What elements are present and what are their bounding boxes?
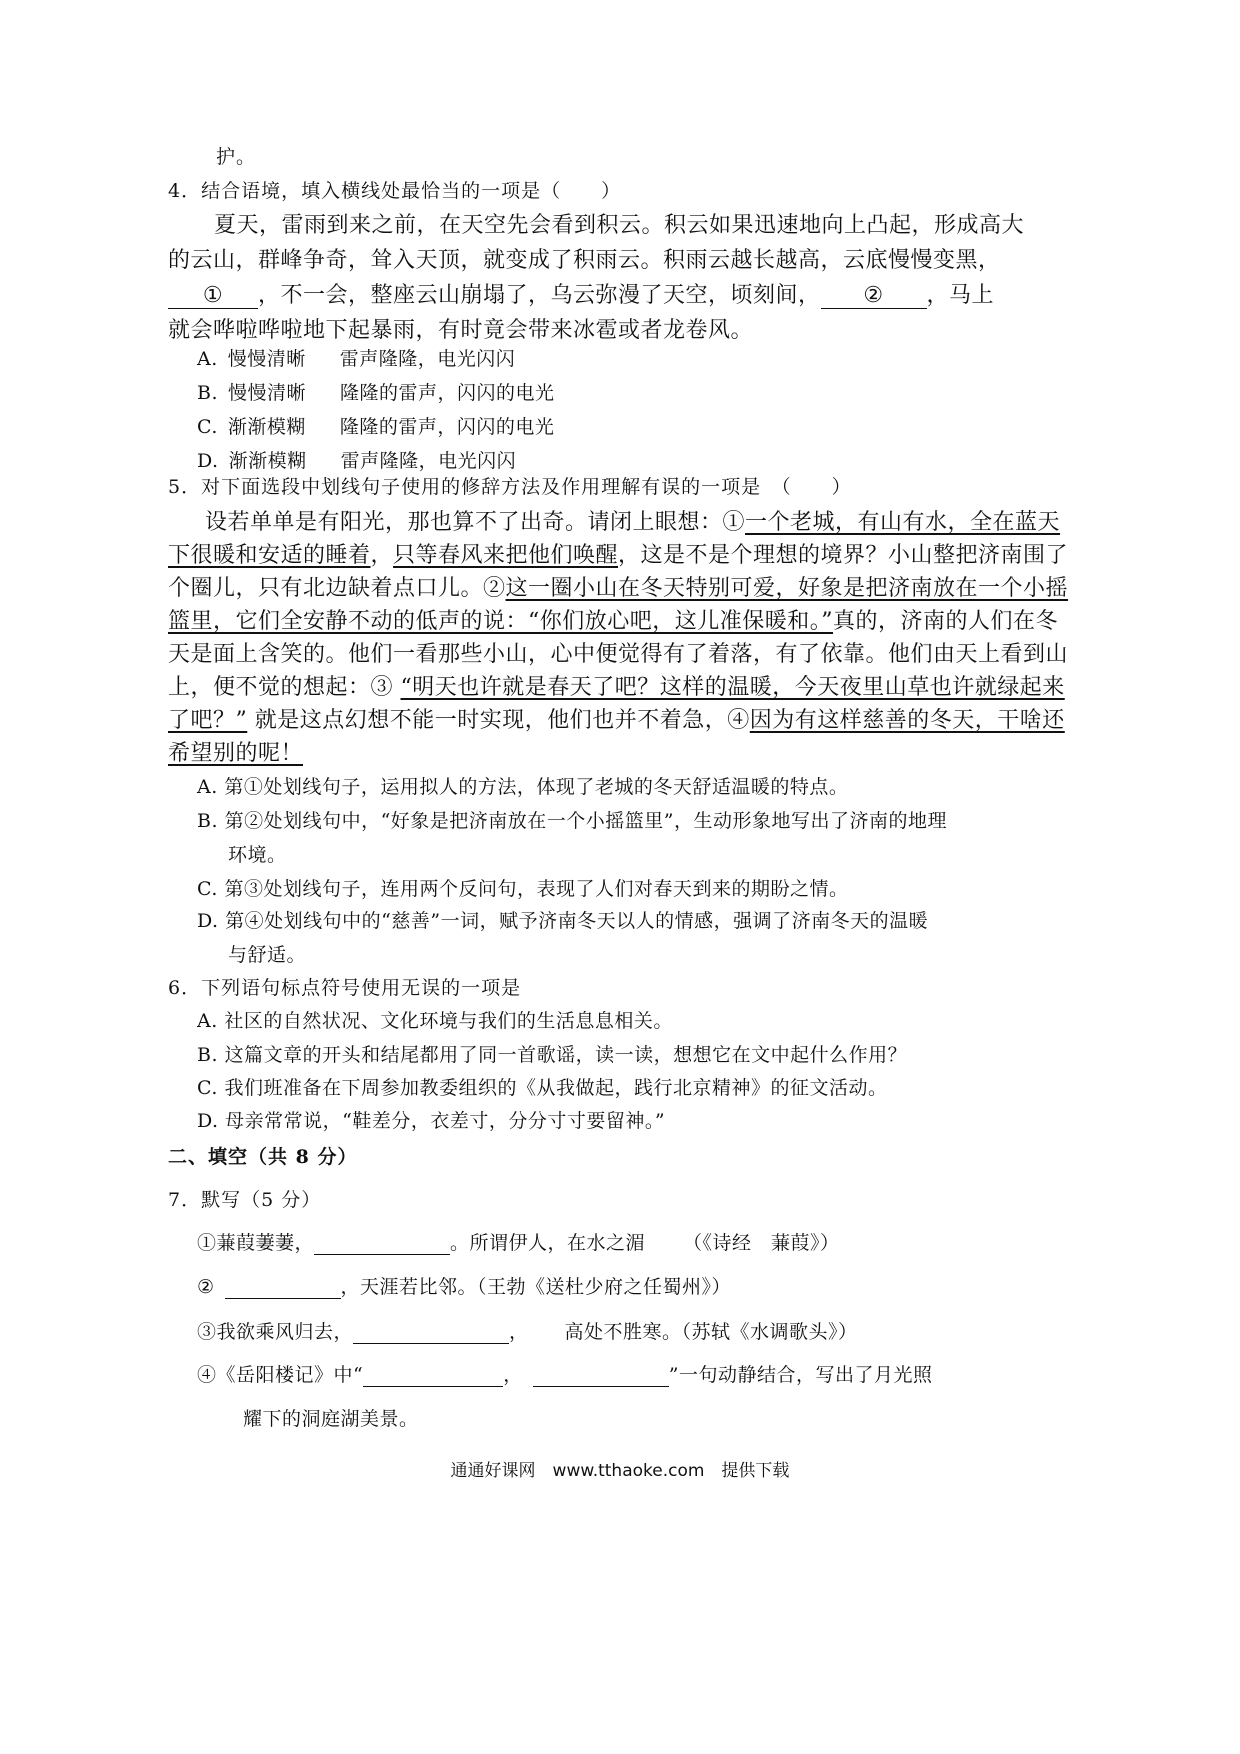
- item-source: （《诗经 蒹葭》）: [683, 1232, 840, 1254]
- option-letter: B.: [197, 1044, 219, 1066]
- question-6-stem: 6．下列语句标点符号使用无误的一项是: [168, 977, 522, 999]
- q7-item-continuation: 耀下的洞庭湖美景。: [243, 1408, 419, 1430]
- dictation-blank: [353, 1321, 509, 1344]
- passage-text: ，: [370, 543, 394, 568]
- option-letter: A.: [197, 1010, 218, 1032]
- item-text: 高处不胜寒。（苏轼《水调歌头》）: [564, 1321, 858, 1343]
- item-text: ④《岳阳楼记》中“: [197, 1364, 364, 1386]
- q4-blank-1: ①: [168, 283, 258, 309]
- option-text: 母亲常常说，“鞋差分，衣差寸，分分寸寸要留神。”: [225, 1110, 666, 1132]
- underlined-sentence-2: 篮里，它们全安静不动的低声的说：“你们放心吧，这儿准保暖和。”: [168, 609, 833, 634]
- option-text: 第②处划线句中，“好象是把济南放在一个小摇篮里”，生动形象地写出了济南的地理: [224, 810, 947, 832]
- underlined-sentence-1: 一个老城，有山有水，全在蓝天: [745, 510, 1061, 535]
- dictation-blank: [314, 1232, 450, 1255]
- passage-text: 个圈儿，只有北边缺着点口儿。②: [168, 576, 506, 601]
- q5-passage-line: [205, 505, 1060, 536]
- option-part-b: 隆隆的雷声，闪闪的电光: [339, 416, 555, 438]
- option-text: 第③处划线句子，连用两个反问句，表现了人们对春天到来的期盼之情。: [224, 878, 849, 900]
- option-part-b: 雷声隆隆，电光闪闪: [339, 348, 516, 370]
- q4-passage-line: 就会哗啦哗啦地下起暴雨，有时竟会带来冰雹或者龙卷风。: [168, 318, 754, 343]
- q4-passage-text: ，不一会，整座云山崩塌了，乌云弥漫了天空，顷刻间，: [258, 283, 821, 308]
- option-text: 我们班准备在下周参加教委组织的《从我做起，践行北京精神》的征文活动。: [224, 1077, 888, 1099]
- item-text: ，: [509, 1321, 529, 1343]
- question-7-stem: 7．默写（5 分）: [168, 1189, 322, 1211]
- item-text: ，天涯若比邻。（王勃《送杜少府之任蜀州》）: [340, 1276, 732, 1298]
- option-text: 这篇文章的开头和结尾都用了同一首歌谣，读一读，想想它在文中起什么作用？: [224, 1044, 908, 1066]
- q5-passage-line: [168, 703, 1065, 734]
- q5-option-continuation: 环境。: [228, 844, 287, 866]
- option-text: 第④处划线句中的“慈善”一词，赋予济南冬天以人的情感，强调了济南冬天的温暖: [225, 910, 929, 932]
- q4-option: [197, 378, 555, 405]
- underlined-sentence-4: 因为有这样慈善的冬天，干啥还: [749, 708, 1065, 733]
- option-part-a: 渐渐模糊: [228, 450, 307, 472]
- underlined-sentence-3: 了吧？”: [168, 708, 248, 733]
- q6-option: [197, 1106, 665, 1133]
- underlined-sentence-3: “明天也许就是春天了吧？这样的温暖，今天夜里山草也许就绿起来: [400, 675, 1065, 700]
- dictation-blank: [225, 1276, 341, 1299]
- q4-option: [197, 412, 554, 439]
- q4-blank-2: ②: [821, 283, 927, 309]
- question-4-stem: 4．结合语境，填入横线处最恰当的一项是（ ）: [168, 180, 622, 202]
- option-part-a: 慢慢清晰: [228, 382, 307, 404]
- q7-item: [197, 1317, 858, 1344]
- option-text: 第①处划线句子，运用拟人的方法，体现了老城的冬天舒适温暖的特点。: [224, 776, 849, 798]
- option-letter: D.: [197, 450, 219, 472]
- q5-passage-line: [168, 670, 1065, 701]
- q4-option: [197, 344, 515, 371]
- underlined-sentence-1: 只等春风来把他们唤醒: [393, 543, 619, 568]
- option-letter: A.: [197, 348, 218, 370]
- q5-option-continuation: 与舒适。: [228, 944, 307, 966]
- q5-passage-line: [168, 538, 1068, 569]
- q4-passage-text: ，马上: [926, 283, 995, 308]
- passage-text: 设若单单是有阳光，那也算不了出奇。请闭上眼想：①: [205, 510, 746, 535]
- passage-text: 上，便不觉的想起：③: [168, 675, 401, 700]
- q4-passage-line: 的云山，群峰争奇，耸入天顶，就变成了积雨云。积雨云越长越高，云底慢慢变黑，: [168, 248, 1001, 273]
- option-part-b: 雷声隆隆，电光闪闪: [340, 450, 517, 472]
- passage-text: 真的，济南的人们在冬: [833, 609, 1059, 634]
- item-text: ①蒹葭萋萋，: [197, 1232, 315, 1254]
- item-text: ②: [197, 1276, 215, 1298]
- dictation-blank: [533, 1364, 669, 1387]
- q5-passage-line: [168, 571, 1068, 602]
- q5-passage-line: 天是面上含笑的。他们一看那些小山，心中便觉得有了着落，有了依靠。他们由天上看到山: [168, 642, 1069, 667]
- underlined-sentence-4: 希望别的呢！: [168, 741, 304, 766]
- item-text: ”一句动静结合，写出了月光照: [668, 1364, 933, 1386]
- section-2-title: 二、填空（共 8 分）: [168, 1146, 358, 1168]
- q7-item: [197, 1360, 932, 1387]
- option-letter: C.: [197, 878, 218, 900]
- underlined-sentence-2: 这一圈小山在冬天特别可爱，好象是把济南放在一个小摇: [505, 576, 1069, 601]
- option-letter: B.: [197, 810, 219, 832]
- item-text: ③我欲乘风归去，: [197, 1321, 354, 1343]
- q5-option: [197, 806, 947, 833]
- passage-text: ，这是不是个理想的境界？小山整把济南围了: [618, 543, 1069, 568]
- q6-option: [197, 1006, 673, 1033]
- q4-option: [197, 446, 516, 473]
- option-part-b: 隆隆的雷声，闪闪的电光: [340, 382, 555, 404]
- option-letter: C.: [197, 1077, 218, 1099]
- dictation-blank: [363, 1364, 503, 1387]
- q5-option: [197, 772, 848, 799]
- option-letter: D.: [197, 910, 219, 932]
- question-5-stem: 5．对下面选段中划线句子使用的修辞方法及作用理解有误的一项是 （ ）: [168, 476, 852, 498]
- q5-passage-line: [168, 604, 1058, 635]
- q7-item: [197, 1272, 731, 1299]
- q5-option: [197, 874, 848, 901]
- q6-option: [197, 1040, 907, 1067]
- item-text: ，: [503, 1364, 523, 1386]
- page-footer: 通通好课网 www.tthaoke.com 提供下载: [450, 1461, 790, 1481]
- underlined-sentence-1: 下很暖和安适的睡着: [168, 543, 371, 568]
- q5-option: [197, 906, 928, 933]
- option-letter: C.: [197, 416, 218, 438]
- option-letter: B.: [197, 382, 219, 404]
- q4-passage-line: [168, 278, 994, 309]
- passage-text: 就是这点幻想不能一时实现，他们也并不着急，④: [247, 708, 750, 733]
- option-text: 社区的自然状况、文化环境与我们的生活息息相关。: [224, 1010, 673, 1032]
- q7-item: [197, 1228, 840, 1255]
- item-text: 。所谓伊人，在水之湄: [450, 1232, 646, 1254]
- option-letter: D.: [197, 1110, 219, 1132]
- q6-option: [197, 1073, 887, 1100]
- page-fragment: 护。: [216, 146, 257, 168]
- option-letter: A.: [197, 776, 218, 798]
- option-part-a: 慢慢清晰: [227, 348, 306, 370]
- q5-passage-line: [168, 736, 303, 767]
- q4-passage-line: 夏天，雷雨到来之前，在天空先会看到积云。积云如果迅速地向上凸起，形成高大: [214, 213, 1025, 238]
- option-part-a: 渐渐模糊: [227, 416, 306, 438]
